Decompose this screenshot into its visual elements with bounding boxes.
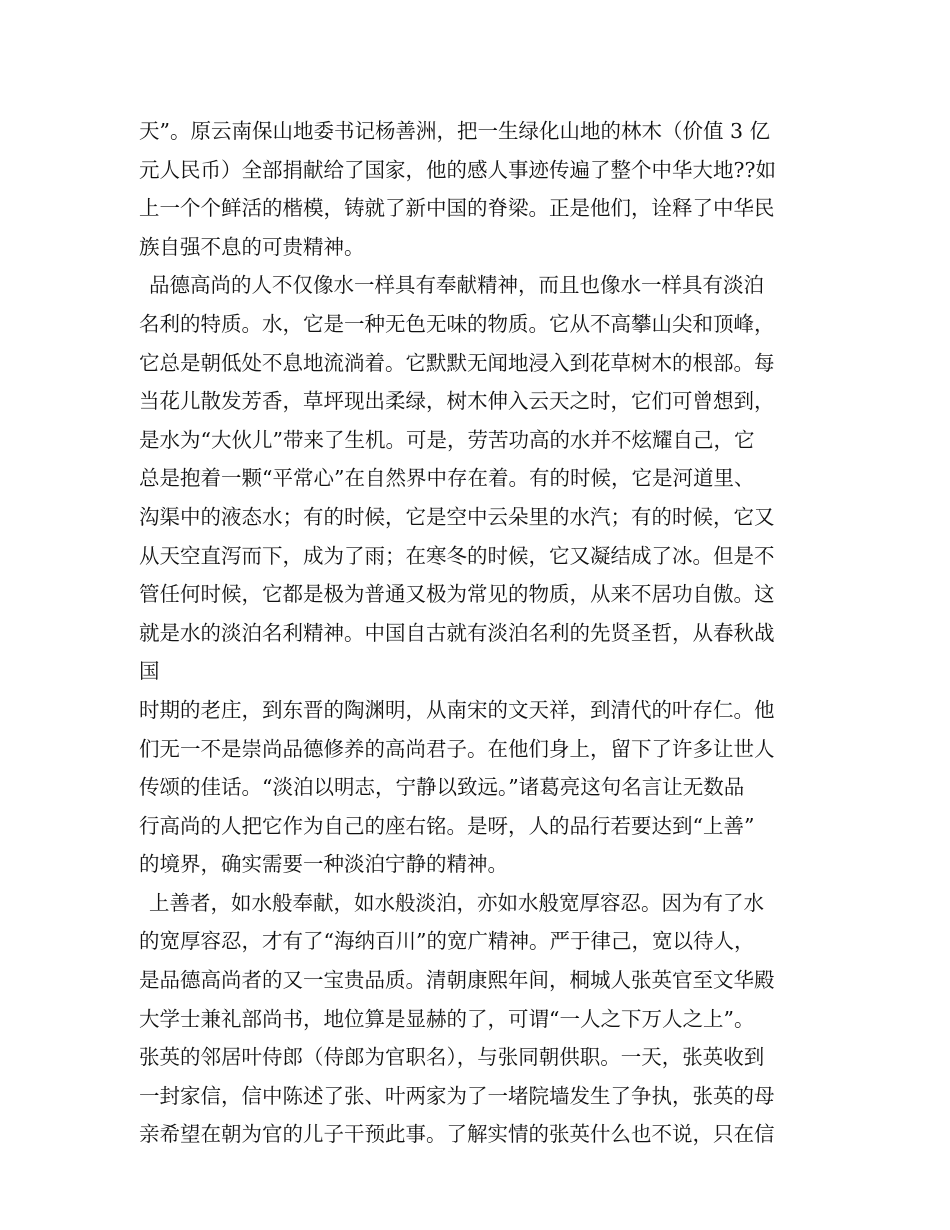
text-line: 总是抱着一颗“平常心”在自然界中存在着。有的时候，它是河道里、 [139, 466, 755, 491]
text-line: 的宽厚容忍，才有了“海纳百川”的宽广精神。严于律己，宽以待人， [139, 929, 755, 954]
text-line: 它总是朝低处不息地流淌着。它默默无闻地浸入到花草树木的根部。每 [139, 350, 775, 375]
paragraph-start-line: 品德高尚的人不仅像水一样具有奉献精神，而且也像水一样具有淡泊 [149, 273, 764, 298]
text-line: 当花儿散发芳香，草坪现出柔绿，树木伸入云天之时，它们可曾想到， [139, 389, 775, 414]
text-line: 沟渠中的液态水；有的时候，它是空中云朵里的水汽；有的时候，它又 [139, 504, 775, 529]
text-line: 国 [139, 659, 160, 684]
text-line: 的境界，确实需要一种淡泊宁静的精神。 [139, 852, 508, 877]
text-line: 大学士兼礼部尚书，地位算是显赫的了，可谓“一人之下万人之上”。 [139, 1006, 755, 1031]
text-line: 一封家信，信中陈述了张、叶两家为了一堵院墙发生了争执，张英的母 [139, 1083, 775, 1108]
text-line: 张英的邻居叶侍郎（侍郎为官职名），与张同朝供职。一天，张英收到 [139, 1045, 765, 1070]
text-line: 是品德高尚者的又一宝贵品质。清朝康熙年间，桐城人张英官至文华殿 [139, 968, 775, 993]
text-line: 就是水的淡泊名利精神。中国自古就有淡泊名利的先贤圣哲，从春秋战 [139, 620, 775, 645]
text-line: 行高尚的人把它作为自己的座右铭。是呀，人的品行若要达到“上善” [139, 813, 755, 838]
paragraph-start-line: 上善者，如水般奉献，如水般淡泊，亦如水般宽厚容忍。因为有了水 [149, 890, 764, 915]
text-line: 亲希望在朝为官的儿子干预此事。了解实情的张英什么也不说，只在信 [139, 1122, 775, 1147]
text-line: 时期的老庄，到东晋的陶渊明，从南宋的文天祥，到清代的叶存仁。他 [139, 697, 775, 722]
text-line: 是水为“大伙儿”带来了生机。可是，劳苦功高的水并不炫耀自己，它 [139, 427, 755, 452]
text-line: 从天空直泻而下，成为了雨；在寒冬的时候，它又凝结成了冰。但是不 [139, 543, 775, 568]
text-line: 传颂的佳话。“淡泊以明志，宁静以致远。”诸葛亮这句名言让无数品 [139, 775, 745, 800]
text-line: 元人民币）全部捐献给了国家，他的感人事迹传遍了整个中华大地??如 [139, 157, 776, 182]
body-text [139, 112, 819, 1154]
text-line: 管任何时候，它都是极为普通又极为常见的物质，从来不居功自傲。这 [139, 582, 775, 607]
text-line: 们无一不是崇尚品德修养的高尚君子。在他们身上，留下了许多让世人 [139, 736, 775, 761]
text-line: 上一个个鲜活的楷模，铸就了新中国的脊梁。正是他们，诠释了中华民 [139, 196, 775, 221]
text-line: 天”。原云南保山地委书记杨善洲，把一生绿化山地的林木（价值 3 亿 [139, 119, 771, 143]
text-line: 族自强不息的可贵精神。 [139, 234, 365, 259]
text-line: 名利的特质。水，它是一种无色无味的物质。它从不高攀山尖和顶峰， [139, 311, 775, 336]
